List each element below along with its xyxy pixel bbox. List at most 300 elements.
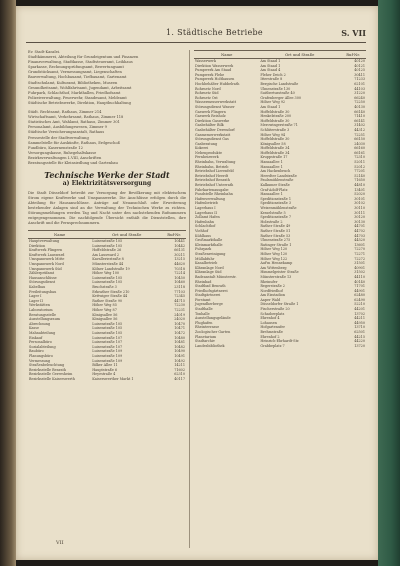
right-table-header-number: Ruf-Nr. — [340, 51, 366, 59]
cell-number: 13720 — [354, 343, 365, 348]
cell-name: Lagerhaus II — [195, 210, 217, 215]
cell-number: 10442 — [174, 243, 185, 248]
cell-address: Ulmenstraße 130 — [260, 86, 291, 91]
text-line: Sammelstelle für Auskünfte, Rathaus, Erdgeschoß — [28, 140, 121, 145]
cell-address: Nordfriedhof — [260, 288, 283, 293]
cell-address: Rather Straße 51 — [260, 228, 291, 233]
header-rule — [26, 42, 366, 43]
cell-number: 72270 — [354, 247, 365, 252]
cell-address: Henkelstraße 200 — [260, 114, 292, 119]
cell-name: Kokerei — [195, 146, 209, 151]
cell-address: Hoffeldstraße 26 — [92, 248, 122, 253]
cell-address: Ehrenhof 4 — [260, 316, 280, 321]
cell-name: Flughafen — [195, 320, 213, 325]
cell-address: Kaiserswerther Markt 1 — [92, 376, 134, 381]
running-title: 1. Städtische Betriebe — [166, 28, 263, 37]
cell-address: Itterstraße 8 — [260, 77, 283, 82]
cell-address: Luisenstraße 107 — [92, 340, 123, 345]
cell-number: 40125 — [354, 68, 365, 73]
cell-address: Ehrenhof 2 — [260, 334, 280, 339]
cell-number: 10482 — [174, 344, 185, 349]
cell-number: 10472 — [174, 330, 185, 335]
cell-number: 40901 — [354, 265, 365, 270]
cell-number: 52012 — [354, 164, 365, 169]
cell-name: Kasse — [29, 326, 40, 331]
cell-name: Stadtarchiv — [195, 339, 215, 344]
cell-address: Am Eisstadion — [260, 293, 286, 298]
cell-number: 44211 — [354, 316, 365, 321]
cell-address: Am Staad 1 — [260, 63, 281, 68]
right-table — [194, 50, 366, 348]
cell-name: Planetarium — [195, 334, 217, 339]
cell-address: Holzstraße 2 — [260, 219, 283, 224]
text-line: Städt. Rechtsamt, Rathaus, Zimmer 214 — [28, 110, 102, 115]
cell-address: Am Wittenberg — [260, 265, 287, 270]
cell-name: Direktion — [29, 243, 46, 248]
cell-name: Planungsbüro — [29, 353, 53, 358]
sub-title: a) Elektrizitätsversorgung — [62, 180, 152, 188]
cell-number: 31220 — [354, 91, 365, 96]
cell-address: Rather Straße 49 — [260, 224, 291, 229]
cell-number: 10490 — [174, 349, 185, 354]
text-line: Stadtschulamt, Kulturamt, Bibliotheken, Museen — [28, 80, 118, 85]
cell-name: Direktion Wasserwerk — [195, 63, 234, 68]
cell-number: 10491 — [174, 353, 185, 358]
cell-number: 62480 — [354, 293, 365, 298]
cell-name: Tonhalle — [195, 311, 210, 316]
cell-address: Bilker Allee 11 — [92, 363, 118, 368]
cell-name: Umspannwerk Nord — [29, 262, 64, 267]
cell-number: 72271 — [354, 251, 365, 256]
cell-name: Friedhofsgärtnerei — [195, 288, 228, 293]
cell-number: 10450 — [174, 275, 185, 280]
text-line: Personalamt, Ausbildungswesen, Zimmer 9 — [28, 125, 107, 130]
cell-address: Erkrather Straße 210 — [92, 289, 130, 294]
text-line: Finanzverwaltung, Stadtkasse, Stadtsteueramt, Leihhaus — [28, 60, 133, 65]
cell-number: 52140 — [354, 173, 365, 178]
cell-name: Kabelbau — [29, 285, 46, 289]
cell-address: Brehmstraße — [260, 330, 283, 335]
cell-name: Rheinbahn, Verwaltung — [195, 160, 236, 165]
cell-address: Am Staad 4 — [260, 68, 281, 73]
cell-number: 31501 — [354, 261, 365, 266]
cell-name: Jugendherberge — [195, 302, 223, 307]
cell-number: 14211 — [174, 363, 185, 368]
cell-address: Schadowplatz — [260, 311, 285, 316]
cell-address: Höher Weg 120 — [260, 251, 288, 256]
cell-address: Fischerstraße 20 — [260, 307, 290, 312]
left-top-lines — [28, 50, 186, 106]
right-table-header-name: Name — [194, 51, 259, 59]
left-table-body — [28, 239, 186, 382]
cell-address: Bruchstraße 3 — [92, 285, 117, 289]
cell-name: Hafenverwaltung — [195, 196, 225, 201]
cell-number: 72230 — [174, 303, 185, 308]
cell-address: Aaper Wald — [260, 297, 281, 302]
cell-name: Straßenreinigung — [195, 251, 226, 256]
cell-number: 62101 — [354, 81, 365, 86]
cell-name: Betriebshof Lierenfeld — [195, 169, 234, 174]
cell-address: Rheinufer — [260, 279, 278, 284]
cell-number: 10481 — [174, 340, 185, 345]
cell-number: 72250 — [354, 100, 365, 105]
cell-number: 71233 — [354, 77, 365, 82]
cell-number: 31502 — [354, 270, 365, 275]
cell-name: Schlachthof — [195, 224, 216, 229]
cell-address: Speditionstraße 3 — [260, 201, 292, 206]
text-line: Gesundheitsamt, Wohlfahrtsamt, Jugendamt, Arbeitsamt — [28, 85, 132, 90]
cell-name: Direktion Gaswerke — [195, 118, 230, 123]
cell-number: 30120 — [354, 215, 365, 220]
text-line: Statistisches Amt, Wahlamt, Rathaus, Zimmer 301 — [28, 120, 120, 125]
cell-name: Straßenbeleuchtung — [29, 363, 65, 368]
text-line: Fuhrpark, Schlachthof, Markthallen, Friedhofsamt — [28, 90, 121, 95]
cell-name: Kläranlage Süd — [195, 270, 222, 275]
cell-address: Ulmenstraße 275 — [260, 238, 291, 243]
cell-address: Königsallee 56 — [92, 312, 118, 317]
cell-address: Höher Weg 122 — [260, 256, 288, 261]
cell-address: Am Lausward 2 — [92, 252, 120, 257]
document-page — [16, 6, 378, 560]
cell-number: 62490 — [354, 297, 365, 302]
cell-address: Luisenstraße 109 — [92, 349, 123, 354]
cell-address: Kesselstraße 5 — [260, 210, 286, 215]
cell-number: 13710 — [354, 325, 365, 330]
cell-address: Luisenstraße 105 — [92, 326, 123, 331]
cell-number: 52210 — [354, 302, 365, 307]
cell-name: Wassermesserwerkstatt — [195, 100, 237, 105]
cell-number: 72310 — [354, 155, 365, 160]
cell-address: Königsallee 58 — [260, 141, 286, 146]
cell-name: Gaswerk Reisholz — [195, 114, 226, 119]
cell-name: Kraftwerk Flingern — [29, 248, 63, 253]
cell-address: Fleher Deich 2 — [260, 72, 286, 77]
cell-address: Ratinger Straße 1 — [260, 242, 292, 247]
cell-name: Ausstellungsraum — [29, 317, 60, 322]
cell-name: Stadtbad Benrath — [195, 284, 226, 289]
table-row — [194, 344, 366, 349]
cell-name: Gasmesserwerkstatt — [195, 132, 231, 137]
cell-name: Nebenprodukte — [195, 150, 222, 155]
left-mid-lines — [28, 110, 186, 166]
cell-number: 24019 — [174, 312, 185, 317]
left-column — [28, 50, 186, 381]
text-line: Stadtkämmerei, Abteilung für Grundeigentum und Finanzen — [28, 55, 139, 60]
cell-number: 52020 — [354, 192, 365, 197]
cell-name: Hauptverwaltung — [29, 239, 60, 244]
cell-number: 66160 — [354, 146, 365, 151]
cell-number: 24030 — [354, 141, 365, 146]
cell-number: 10470 — [174, 321, 185, 326]
cell-number: 71602 — [174, 367, 185, 372]
cell-number: 66141 — [354, 118, 365, 123]
cell-number: 71701 — [354, 284, 365, 289]
cell-number: 30211 — [174, 252, 185, 257]
right-table-body — [194, 59, 366, 349]
cell-name: Stadtgärtnerei — [195, 293, 221, 298]
cell-address: Speditionstraße 1 — [260, 196, 292, 201]
page-footer: VII — [56, 540, 64, 546]
cell-address: Hoffeldstraße 34 — [260, 150, 290, 155]
cell-name: Zollamt Hafen — [195, 215, 220, 220]
cell-address: Höher Weg 94 — [260, 132, 286, 137]
cell-address: Hoffeldstraße 34 — [260, 146, 290, 151]
cell-address: Heyestraße 4 — [92, 372, 116, 377]
cell-number: 44901 — [354, 288, 365, 293]
cell-address: Luisenstraße 105 — [92, 243, 123, 248]
cell-number: 30101 — [354, 196, 365, 201]
cell-number: 44810 — [354, 183, 365, 188]
cell-name: Viehhof — [195, 228, 209, 233]
cell-number: 44702 — [354, 228, 365, 233]
cell-number: 62501 — [354, 330, 365, 335]
cell-address: Regerstraße 2 — [260, 284, 285, 289]
text-line: Versorgungskasse, Ruhegehaltskasse — [28, 150, 97, 155]
cell-address: Hofgartenufer — [260, 325, 286, 330]
text-line: Wirtschaftsamt, Verkehrsamt, Rathaus, Zimmer 118 — [28, 115, 124, 120]
right-table-header-address: Ort und Straße — [259, 51, 340, 59]
cell-name: Betriebshof Benrath — [195, 178, 230, 183]
cell-number: 40120 — [354, 59, 365, 63]
cell-name: Pumpwerk Am Staad — [195, 68, 232, 73]
cell-number: 10492 — [174, 358, 185, 363]
cell-number: 40121 — [354, 63, 365, 68]
cell-address: Münsterstraße 44 — [92, 262, 124, 267]
cell-name: Umspannwerk Mitte — [29, 257, 65, 262]
cell-address: Merowingerstraße 71 — [260, 123, 298, 128]
cell-address: Hansaallee 1 — [260, 164, 283, 169]
cell-address: Grabbeplatz 7 — [260, 343, 285, 348]
cell-name: Kläranlage Nord — [195, 265, 224, 270]
cell-name: Lager I — [29, 294, 42, 299]
cell-name: Fahrkartenausgabe — [195, 187, 229, 192]
cell-number: 72214 — [174, 271, 185, 276]
page-header — [16, 28, 378, 42]
cell-address: Heinrich-Ehrhardt-Str. — [260, 339, 300, 344]
cell-number: 44715 — [174, 298, 185, 303]
cell-name: Gasbehälter Derendorf — [195, 127, 235, 132]
cell-name: Rohrnetz Nord — [195, 86, 221, 91]
cell-address: Kettwiger Straße 44 — [92, 294, 128, 299]
cell-address: Höher Weg 92 — [260, 100, 286, 105]
cell-name: Kanalbetrieb — [195, 261, 218, 266]
cell-number: 44703 — [354, 233, 365, 238]
book-binding — [378, 0, 400, 566]
cell-name: Wasserwerk — [195, 59, 216, 63]
left-table-header-name: Name — [28, 231, 91, 239]
cell-number: 40140 — [354, 279, 365, 284]
cell-name: Rheinterrasse — [195, 325, 220, 330]
text-line: Bezirksverwaltungen I–VIII, Anschriften — [28, 155, 102, 160]
cell-name: Lager II — [29, 298, 43, 303]
cell-name: Umspannwerk Süd — [29, 266, 62, 271]
text-line: Grundstücksamt, Vermessungsamt, Liegenschaften — [28, 70, 122, 75]
cell-name: Hausanschlüsse — [29, 275, 57, 280]
text-line: Ev. Stadt-Kanzlei. — [28, 50, 61, 54]
cell-name: Müllabfuhr — [195, 256, 215, 261]
cell-address: Kalkumer Straße — [260, 183, 290, 188]
cell-name: Landesbibliothek — [195, 343, 225, 348]
cell-address: Luisenstraße 105 — [92, 239, 123, 244]
cell-address: Hauptstraße 6 — [92, 367, 118, 372]
cell-name: Hochbehälter Hubbelrath — [195, 81, 240, 86]
cell-address: Rather Straße 90 — [92, 298, 123, 303]
cell-name: Gasbehälter Bilk — [195, 123, 224, 128]
cell-name: Pumpwerk Holthausen — [195, 77, 235, 82]
cell-number: 44215 — [354, 334, 365, 339]
cell-name: Fernheizwerk — [195, 155, 219, 160]
cell-address: Grafenberger Allee 300 — [260, 95, 302, 100]
text-line: Städtische Betriebswerke, Direktion, Hauptbuchhaltung — [28, 100, 131, 105]
cell-number: 44620 — [174, 262, 185, 267]
cell-name: Pumpwerk Flehe — [195, 72, 225, 77]
cell-number: 72345 — [174, 294, 185, 299]
cell-name: Fuhrpark — [195, 247, 212, 252]
cell-number: 66161 — [354, 150, 365, 155]
cell-number: 31402 — [354, 123, 365, 128]
cell-name: Rohrnetz Süd — [195, 91, 219, 96]
cell-number: 10441 — [174, 239, 185, 244]
text-line: Beratungsstelle für Kleinsiedlung und Gartenbau — [28, 160, 118, 165]
cell-name: Vermessung — [29, 358, 51, 363]
cell-name: Störungsdienst Gas — [195, 137, 229, 142]
cell-address: Schlüterstraße 3 — [260, 127, 290, 132]
cell-number: 10480 — [174, 335, 185, 340]
cell-number: 13401 — [354, 187, 365, 192]
cell-address: Münsterstraße 13 — [260, 274, 292, 279]
cell-name: Großmarkthalle — [195, 238, 223, 243]
cell-address: Luisenstraße 107 — [92, 335, 123, 340]
cell-address: Hansaallee 1 — [260, 160, 283, 165]
cell-number: 72231 — [174, 307, 185, 312]
cell-address: Höher Weg 85 — [92, 303, 117, 308]
cell-number: 62310 — [174, 372, 185, 377]
cell-name: Mahnabteilung — [29, 330, 56, 335]
cell-number: 72272 — [354, 256, 365, 261]
cell-address: Kölner Landstraße 19 — [92, 266, 130, 271]
cell-number: 52011 — [354, 160, 365, 165]
cell-address: Königsallee 56 — [92, 317, 118, 322]
cell-name: Bezirksstelle Kaiserswerth — [29, 376, 75, 381]
cell-address: Luisenstraße 109 — [92, 358, 123, 363]
cell-address: Himmelgeister Straße — [260, 270, 299, 275]
cell-name: Betriebshof Heerdt — [195, 173, 229, 178]
cell-number: 30130 — [354, 219, 365, 224]
cell-address: Am Hackenbruch — [260, 169, 291, 174]
cell-address: Am Staad 1 — [260, 59, 281, 63]
cell-name: Fundstelle Rheinbahn — [195, 192, 233, 197]
text-line: Sparkasse, Rechnungsprüfungsamt, Bewertungsamt — [28, 65, 124, 70]
cell-name: Bezirksstelle Gerresheim — [29, 372, 73, 377]
cell-number: 40117 — [174, 376, 185, 381]
cell-name: Personalbüro — [29, 340, 52, 345]
cell-name: Kraftwerk Lausward — [29, 252, 65, 257]
cell-number: 30411 — [354, 72, 365, 77]
cell-name: Störungsdienst Wasser — [195, 104, 235, 109]
cell-address: Weizenmühlenstraße — [260, 206, 297, 210]
cell-address: Luisenstraße 105 — [92, 321, 123, 326]
cell-address: Heerdter Landstraße — [260, 173, 297, 178]
text-line: Bauverwaltung, Hochbauamt, Tiefbauamt, Gartenamt — [28, 75, 127, 80]
cell-number: 77201 — [354, 169, 365, 174]
cell-address: Speditionstraße 7 — [260, 215, 292, 220]
cell-address: Luisenstraße 105 — [92, 275, 123, 280]
cell-name: Werkstätten — [29, 303, 50, 308]
cell-address: Paulsmühlenstraße — [260, 178, 294, 183]
cell-number: 44312 — [354, 127, 365, 132]
cell-name: Lagerhaus I — [195, 206, 216, 210]
text-line: Städtische Versicherungsanstalt, Rathaus — [28, 130, 105, 135]
cell-number: 44950 — [354, 320, 365, 325]
left-table-header-number: Ruf-Nr. — [162, 231, 186, 239]
cell-name: Kleinmarkthalle — [195, 242, 223, 247]
cell-number: 30111 — [354, 210, 365, 215]
cell-name: Hafenbetrieb — [195, 201, 218, 206]
cell-name: Einkauf — [29, 335, 43, 340]
cell-name: Rheinbahn, Betrieb — [195, 164, 229, 169]
left-table — [28, 230, 186, 381]
cell-name: Zählerprüfamt — [29, 271, 55, 276]
section-title: Technische Werke der Stadt — [44, 170, 170, 181]
cell-name: Störungsdienst — [29, 280, 56, 285]
cell-number: 71410 — [354, 114, 365, 119]
cell-number: 44201 — [354, 307, 365, 312]
right-column — [194, 50, 366, 348]
cell-address: Luisenstraße 107 — [92, 344, 123, 349]
cell-address: Am Staad 1 — [260, 104, 281, 109]
cell-name: Laboratorium — [29, 307, 53, 312]
text-line: Fundbüro, Kasernenstraße 12 — [28, 145, 83, 150]
cell-number: 13601 — [354, 242, 365, 247]
cell-number: 13215 — [174, 257, 185, 262]
cell-number: 44520 — [354, 238, 365, 243]
cell-address: Düsseldorfer Straße 1 — [260, 302, 299, 307]
cell-number: 44110 — [354, 274, 365, 279]
cell-address: Höher Weg 100 — [92, 271, 120, 276]
cell-name: Rheinbad — [195, 279, 212, 284]
cell-address: Luisenstraße 105 — [92, 330, 123, 335]
cell-number: 70318 — [174, 266, 185, 271]
cell-name: Bezirksstelle Benrath — [29, 367, 67, 372]
cell-number: 44220 — [354, 339, 365, 344]
cell-number: 66240 — [354, 95, 365, 100]
cell-name: Gaswerk Flingern — [195, 109, 226, 114]
cell-number: 71650 — [354, 178, 365, 183]
cell-address: Kavalleriestraße 8 — [92, 257, 124, 262]
cell-name: Zoologischer Garten — [195, 330, 231, 335]
cell-name: Ausstellungsgelände — [195, 316, 231, 321]
cell-number: 40130 — [354, 104, 365, 109]
left-table-header-address: Ort und Straße — [91, 231, 162, 239]
column-divider — [189, 50, 190, 548]
cell-name: Kühlhaus — [195, 233, 212, 238]
cell-name: Sozialabteilung — [29, 344, 56, 349]
cell-address: Hoffeldstraße 30 — [260, 109, 290, 114]
cell-number: 77103 — [174, 289, 185, 294]
cell-number: 10460 — [174, 280, 185, 285]
cell-name: Rohrnetz Ost — [195, 95, 218, 100]
text-line: Polizeiverwaltung, Feuerwehr, Standesamt, Meldeamt — [28, 95, 127, 100]
cell-address: Luisenstraße 109 — [92, 353, 123, 358]
cell-name: Stadthalle — [195, 307, 213, 312]
cell-name: Hafenbahn — [195, 219, 214, 224]
cell-address: Lohausen — [260, 320, 277, 325]
cell-number: 30102 — [354, 201, 365, 206]
cell-number: 44103 — [354, 86, 365, 91]
cell-address: Hansaallee 1 — [260, 192, 283, 197]
table-row — [28, 377, 186, 382]
cell-number: 13702 — [354, 311, 365, 316]
